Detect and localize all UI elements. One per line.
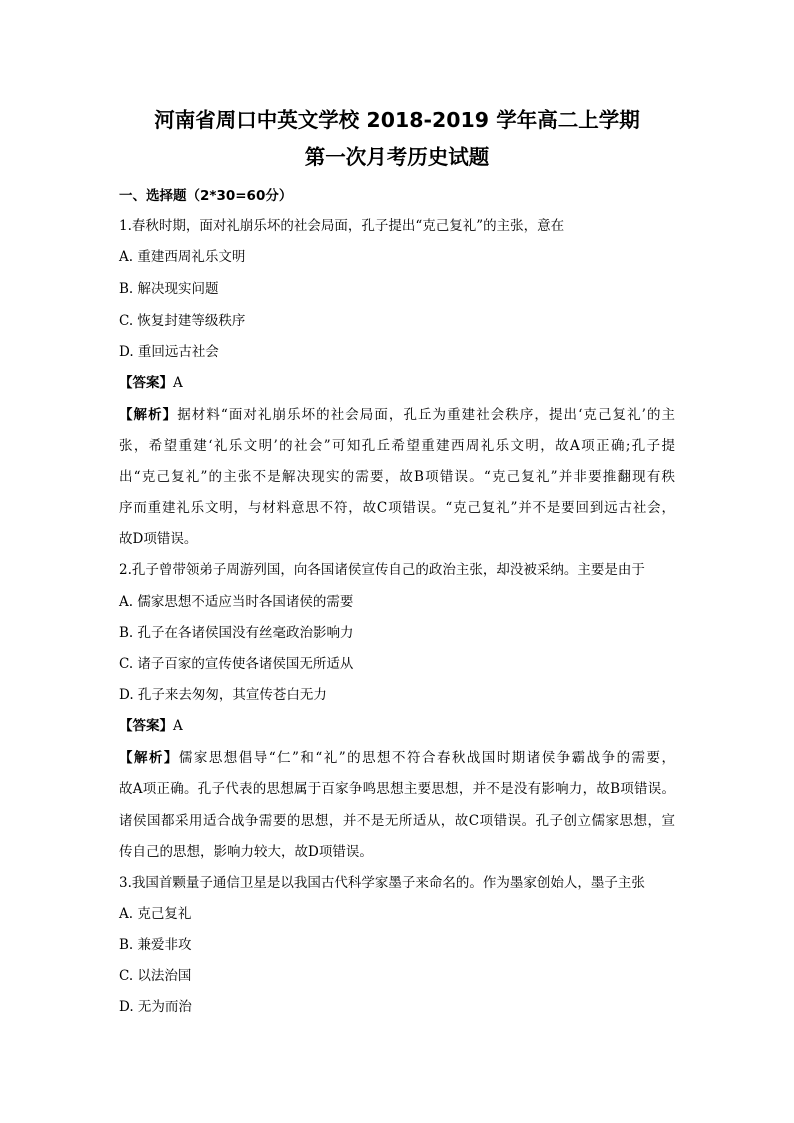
question-1-analysis-line: 张，希望重建‘礼乐文明’的社会”可知孔丘希望重建西周礼乐文明，故A项正确;孔子提 (119, 438, 675, 454)
question-2-option-a: A. 儒家思想不适应当时各国诸侯的需要 (119, 594, 354, 610)
question-2-analysis-line: 传自己的思想，影响力较大，故D项错误。 (119, 844, 373, 860)
title-line-1: 河南省周口中英文学校 2018-2019 学年高二上学期 (154, 108, 640, 132)
section-heading: 一、选择题（2*30=60分） (119, 188, 293, 204)
question-3-option-c: C. 以法治国 (119, 968, 192, 984)
question-3-option-a: A. 克己复礼 (119, 906, 192, 922)
question-3-stem: 3.我国首颗量子通信卫星是以我国古代科学家墨子来命名的。作为墨家创始人，墨子主张 (119, 875, 645, 891)
answer-value: A (173, 718, 183, 734)
question-2-answer (119, 716, 183, 736)
answer-label: 【答案】 (119, 375, 173, 391)
question-2-option-c: C. 诸子百家的宣传使各诸侯国无所适从 (119, 656, 354, 672)
question-1-analysis-line: 序而重建礼乐文明，与材料意思不符，故C项错误。“克己复礼”并不是要回到远古社会， (119, 500, 675, 516)
question-2-analysis-line: 故A项正确。孔子代表的思想属于百家争鸣思想主要思想，并不是没有影响力，故B项错误。 (119, 781, 675, 797)
question-1-analysis-line: 出“克己复礼”的主张不是解决现实的需要，故B项错误。“克己复礼”并非要推翻现有秩 (119, 469, 675, 485)
question-1-analysis-line: 故D项错误。 (119, 531, 198, 547)
question-2-analysis-line: 【解析】儒家思想倡导“仁”和“礼”的思想不符合春秋战国时期诸侯争霸战争的需要， (119, 750, 676, 766)
analysis-label: 【解析】 (119, 407, 178, 423)
question-1-option-b: B. 解决现实问题 (119, 281, 219, 297)
answer-value: A (173, 375, 183, 391)
question-2-stem: 2.孔子曾带领弟子周游列国，向各国诸侯宣传自己的政治主张，却没被采纳。主要是由于 (119, 562, 645, 578)
question-1-analysis-line: 【解析】据材料“面对礼崩乐坏的社会局面，孔丘为重建社会秩序，提出‘克己复礼’的主 (119, 407, 676, 423)
answer-label: 【答案】 (119, 718, 173, 734)
question-3-option-b: B. 兼爱非攻 (119, 937, 192, 953)
question-2-option-d: D. 孔子来去匆匆，其宣传苍白无力 (119, 687, 327, 703)
question-1-option-d: D. 重回远古社会 (119, 344, 219, 360)
question-3-option-d: D. 无为而治 (119, 999, 192, 1015)
question-1-option-c: C. 恢复封建等级秩序 (119, 313, 246, 329)
question-1-answer (119, 373, 183, 393)
question-2-analysis-line: 诸侯国都采用适合战争需要的思想，并不是无所适从，故C项错误。孔子创立儒家思想，宣 (119, 813, 675, 829)
analysis-label: 【解析】 (119, 750, 179, 766)
question-2-option-b: B. 孔子在各诸侯国没有丝毫政治影响力 (119, 625, 354, 641)
question-1-stem: 1.春秋时期，面对礼崩乐坏的社会局面，孔子提出“克己复礼”的主张，意在 (119, 218, 565, 234)
title-line-2: 第一次月考历史试题 (304, 145, 490, 169)
question-1-option-a: A. 重建西周礼乐文明 (119, 249, 246, 265)
